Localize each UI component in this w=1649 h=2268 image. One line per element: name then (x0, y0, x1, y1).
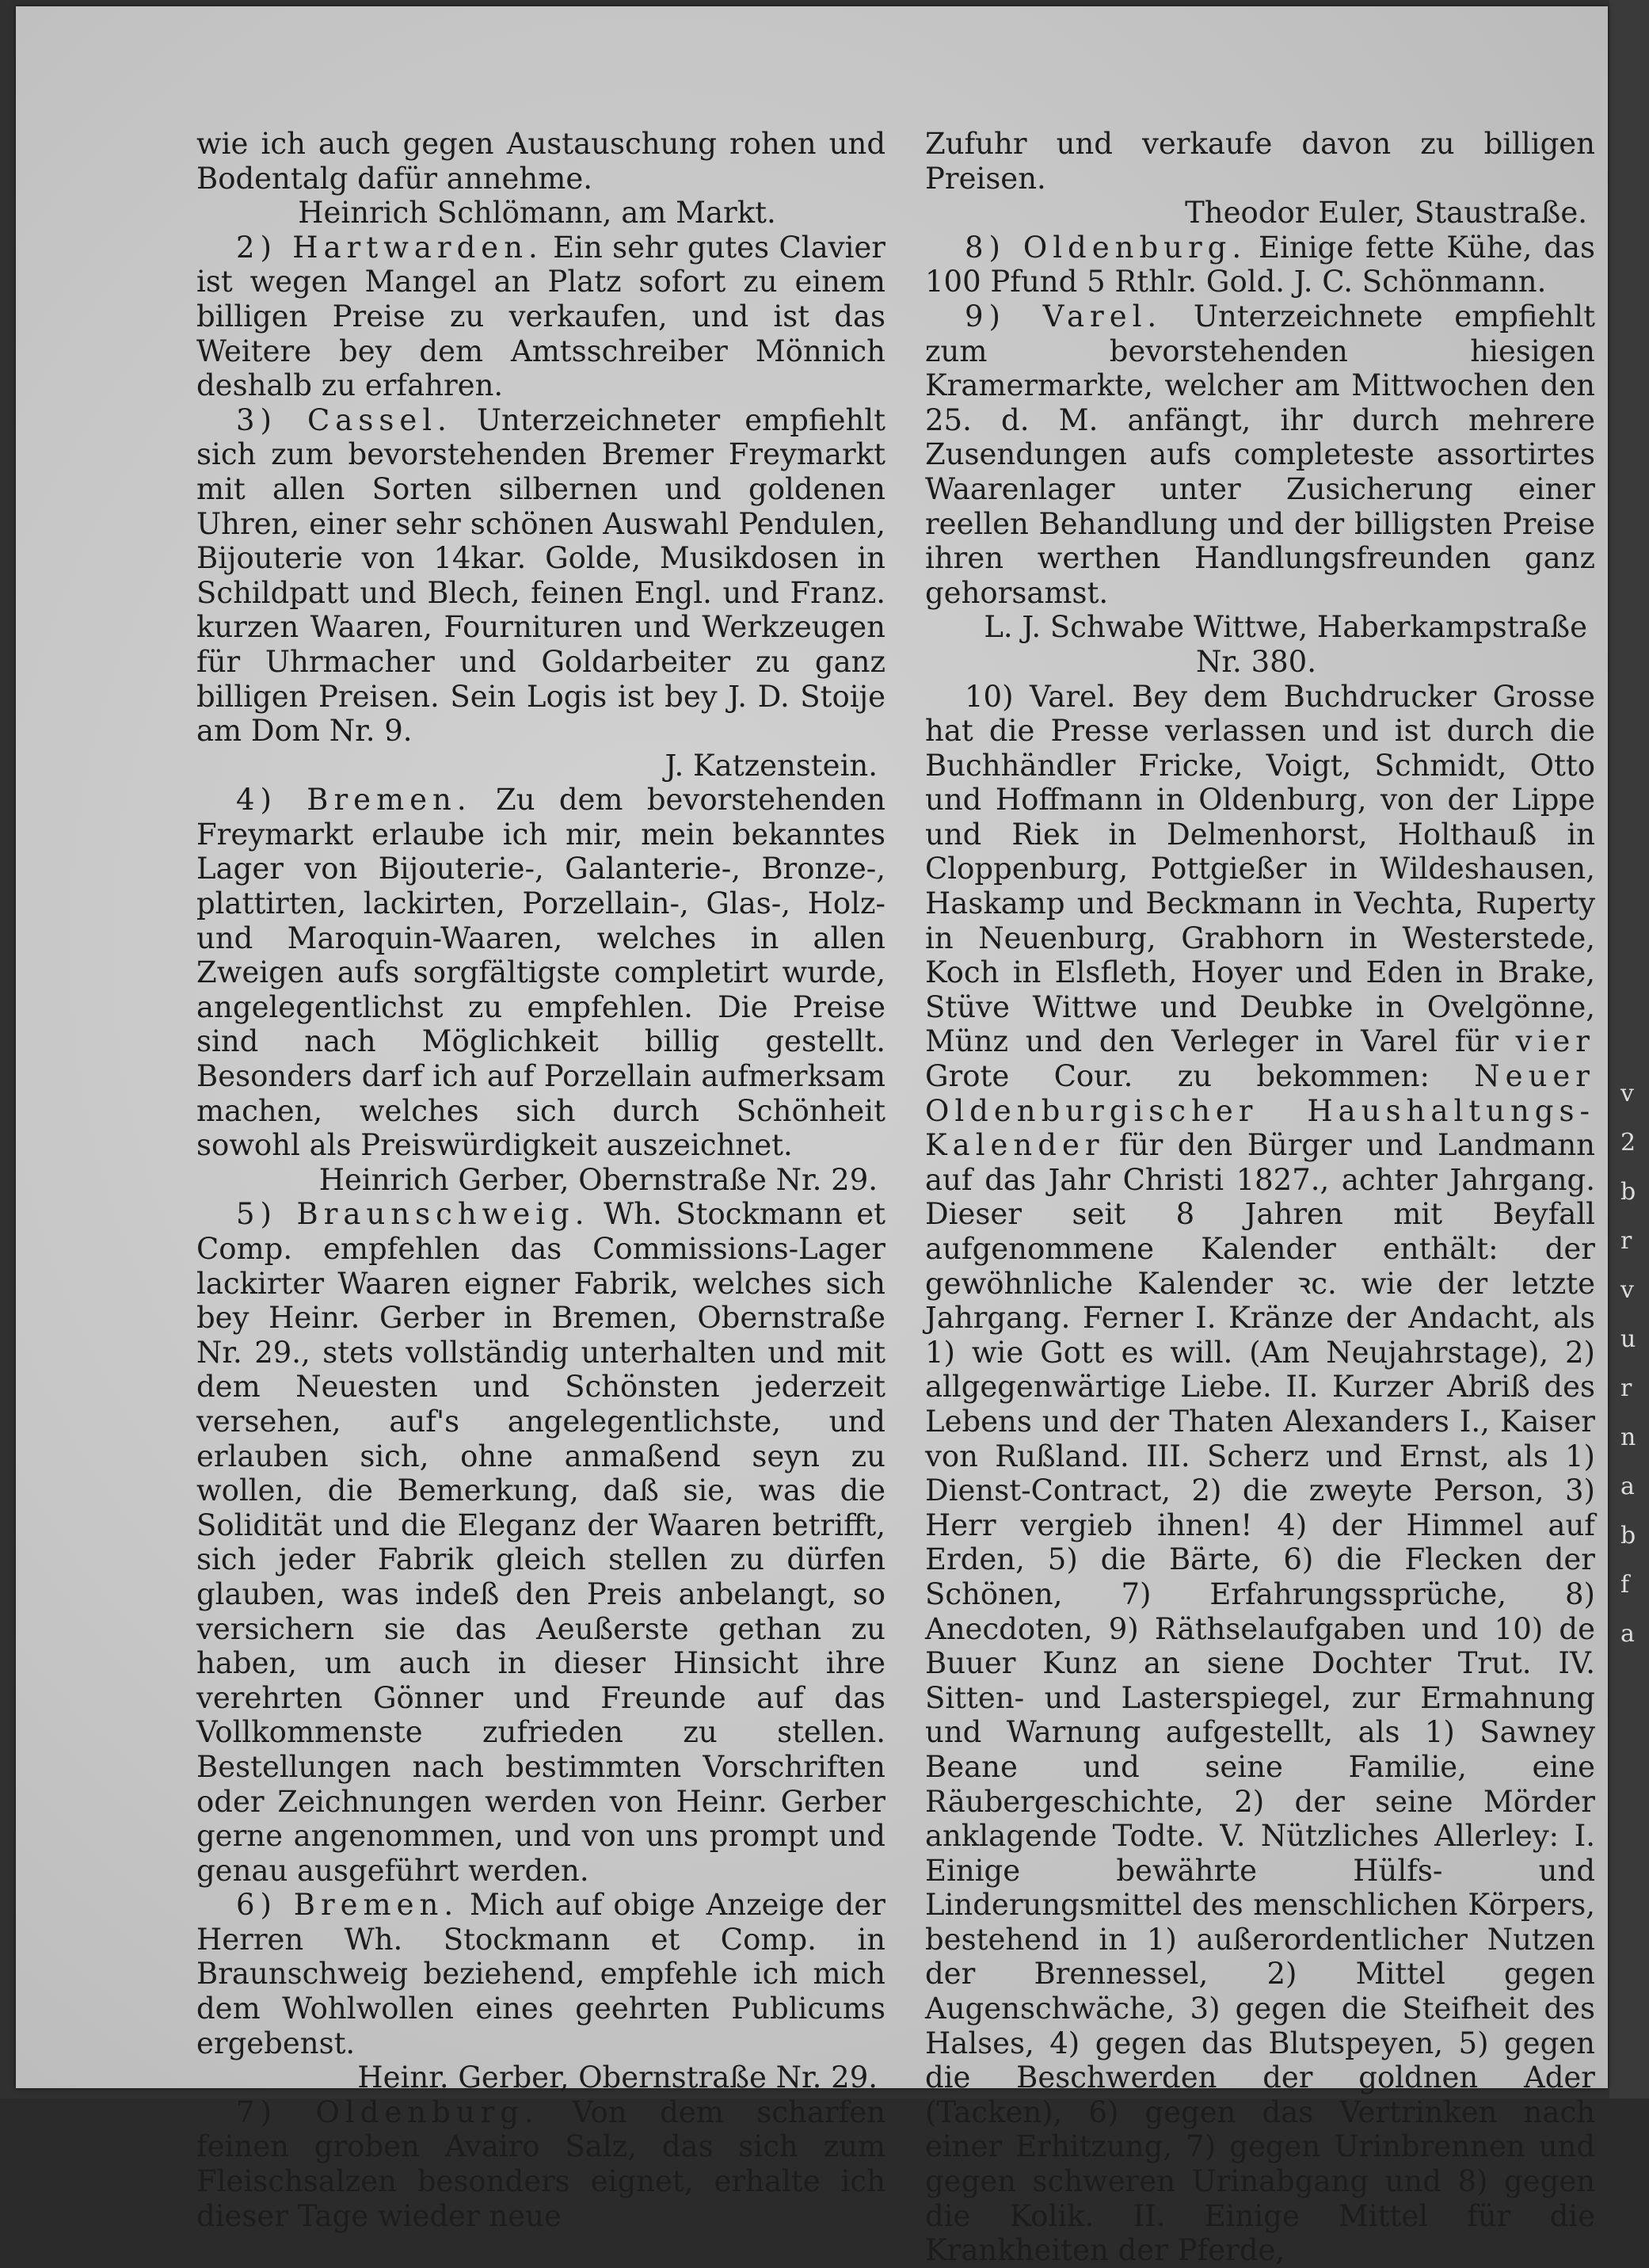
notice-6 (196, 1888, 885, 2060)
margin-fragment: a (1620, 1473, 1635, 1500)
margin-fragment: f (1620, 1571, 1630, 1599)
notice-9 (925, 299, 1595, 610)
notice-3 (196, 403, 885, 749)
margin-fragment: r (1620, 1227, 1632, 1255)
notice-2 (196, 231, 885, 403)
notice-text: Unterzeichnete empfiehlt zum bevorstehenden hiesigen Kramermarkte, welcher am Mittwochen den 25. d. M. anfängt, ihr durch mehrere Zusendungen aufs completeste assortirtes Waarenlager unter Zusicherung einer reellen Behandlung und der billigsten Preise ihren werthen Handlungsfreunden ganz gehorsamst. (925, 299, 1595, 610)
notice-7 (196, 2095, 885, 2233)
notice-7-continuation (925, 127, 1595, 196)
notice-signature: Heinrich Gerber, Obernstraße Nr. 29. (318, 1162, 878, 1197)
notice-place: 2) Hartwarden. (236, 230, 543, 265)
notice-signature (925, 610, 1595, 679)
notice-signature: Theodor Euler, Staustraße. (1185, 196, 1587, 231)
notice-text: Einige fette Kühe, das 100 Pfund 5 Rthlr. Gold. (925, 230, 1595, 299)
notice-place: 7) Oldenburg. (236, 2095, 539, 2129)
margin-fragment: b (1620, 1522, 1636, 1549)
notice-text: wie ich auch gegen Austauschung rohen und Bodentalg dafür annehme. (196, 127, 885, 196)
margin-fragment: u (1620, 1325, 1636, 1353)
margin-fragment: b (1620, 1178, 1636, 1206)
notice-text: für den Bürger und Landmann auf das Jahr Christi 1827., achter Jahrgang. Dieser seit 8 Jahren mit Beyfall aufgenommene Kalender enthält: der gewöhnliche Kalender ꝛc. wie der letzte Jahrgang. Ferner I. Kränze der Andacht, als 1) wie Gott es will. (Am Neujahrstage), 2) allgegenwärtige Liebe. II. Kurzer Abriß des Lebens und der Thaten Alexanders I., Kaiser von Rußland. III. Scherz und Ernst, als 1) Dienst-Contract, 2) die zweyte Person, 3) Herr vergieb ihnen! 4) der Himmel auf Erden, 5) die Bärte, 6) die Flecken der Schönen, 7) Erfahrungssprüche, 8) Anecdoten, 9) Räthselaufgaben und 10) de Buuer Kunz an siene Dochter Trut. IV. Sitten- und Lasterspiegel, zur Ermahnung und Warnung aufgestellt, als 1) Sawney Beane und seine Familie, eine Räubergeschichte, 2) der seine Mörder anklagende Todte. V. Nützliches Allerley: I. Einige bewährte Hülfs- und Linderungsmittel des menschlichen Körpers, bestehend in 1) außerordentlicher Nutzen der Brennessel, 2) Mittel gegen Augenschwäche, 3) gegen die Steifheit des Halses, 4) gegen das Blutspeyen, 5) gegen die Beschwerden der goldnen Ader (Tacken), 6) gegen das Vertrinken nach einer Erhitzung, 7) gegen Urinbrennen und gegen schweren Urinabgang und 8) gegen die Kolik. II. Einige Mittel für die Krankheiten der Pferde, (925, 1128, 1595, 2268)
margin-fragment: n (1620, 1424, 1636, 1451)
margin-fragment: 2 (1620, 1129, 1636, 1157)
margin-fragment: v (1620, 1276, 1634, 1304)
notice-continuation (196, 127, 885, 196)
notice-10 (925, 680, 1595, 2268)
notice-place: 3) Cassel. (236, 402, 452, 437)
notice-signature: Heinr. Gerber, Obernstraße Nr. 29. (357, 2060, 878, 2095)
margin-fragment: r (1620, 1374, 1632, 1402)
calendar-title: Neuer Oldenburgischer Haushaltungs-Kalender (925, 1059, 1595, 1163)
notice-4 (196, 783, 885, 1163)
notice-text: Bey dem Buchdrucker Grosse hat die Presse verlassen und ist durch die Buchhändler Fricke, Voigt, Schmidt, Otto und Hoffmann in Oldenburg, von der Lippe und Riek in Delmenhorst, Holthauß in Cloppenburg, Pottgießer in Wildeshausen, Haskamp und Beckmann in Vechta, Ruperty in Neuenburg, Grabhorn in Westerstede, Koch in Elsfleth, Hoyer und Eden in Brake, Stüve Wittwe und Deubke in Ovelgönne, Münz und den Verleger in Varel für (925, 679, 1596, 1059)
notice-place: 10) Varel. (965, 679, 1116, 714)
notice-place: 6) Bremen. (236, 1888, 459, 1923)
notice-signature: J. Katzenstein. (665, 748, 878, 783)
notice-place: 9) Varel. (965, 299, 1163, 334)
signature-line-2: Nr. 380. (1196, 644, 1316, 679)
signature-line-1: L. J. Schwabe Wittwe, Haberkampstraße (984, 610, 1587, 645)
notice-text: Zu dem bevorstehenden Freymarkt erlaube ich mir, mein bekanntes Lager von Bijouterie-, Galanterie-, Bronze-, plattirten, lackirten, Porzellain-, Glas-, Holz- und Maroquin-Waaren, welches in allen Zweigen aufs sorgfältigste completirt wurde, angelegentlichst zu empfehlen. Die Preise sind nach Möglichkeit billig gestellt. Besonders darf ich auf Porzellain aufmerksam machen, welches sich durch Schönheit sowohl als Preiswürdigkeit auszeichnet. (196, 783, 885, 1163)
notice-place: 5) Braunschweig. (236, 1197, 590, 1232)
margin-fragment: v (1620, 1080, 1634, 1107)
notice-signature: Heinrich Schlömann, am Markt. (298, 196, 776, 231)
notice-place: 8) Oldenburg. (965, 230, 1247, 265)
notice-signature: J. C. Schönmann. (1293, 265, 1547, 299)
notice-text: Ein sehr gutes Clavier ist wegen Mangel an Platz sofort zu einem billigen Preise zu verkaufen, und ist das Weitere bey dem Amtsschreiber Mönnich deshalb zu erfahren. (196, 230, 885, 403)
notice-text: Von dem scharfen feinen groben Avairo Salz, das sich zum Fleischsalzen besonders eignet, erhalte ich dieser Tage wieder neue (196, 2095, 885, 2233)
adjacent-page-fragments (1620, 1069, 1644, 1703)
notice-text: Unterzeichneter empfiehlt sich zum bevorstehenden Bremer Freymarkt mit allen Sorten silbernen und goldenen Uhren, einer sehr schönen Auswahl Pendulen, Bijouterie von 14kar. Golde, Musikdosen in Schildpatt und Blech, feinen Engl. und Franz. kurzen Waaren, Fournituren und Werkzeugen für Uhrmacher und Goldarbeiter zu ganz billigen Preisen. Sein Logis ist bey J. D. Stoije am Dom Nr. 9. (196, 402, 885, 749)
notice-text: Grote Cour. zu bekommen: (925, 1059, 1430, 1094)
emphasis-text: vier (1515, 1024, 1595, 1059)
notice-text: Wh. Stockmann et Comp. empfehlen das Commissions-Lager lackirter Waaren eigner Fabrik, welches sich bey Heinr. Gerber in Bremen, Obernstraße Nr. 29., stets vollständig unterhalten und mit dem Neuesten und Schönsten jederzeit versehen, auf's angelegentlichste, und erlauben sich, ohne anmaßend seyn zu wollen, die Bemerkung, daß sie, was die Solidität und die Eleganz der Waaren betrifft, sich jeder Fabrik gleich stellen zu dürfen glauben, was indeß den Preis anbelangt, so versichern sie das Aeußerste gethan zu haben, um auch in dieser Hinsicht ihre verehrten Gönner und Freunde auf das Vollkommenste zufrieden zu stellen. Bestellungen nach bestimmten Vorschriften oder Zeichnungen werden von Heinr. Gerber gerne angenommen, und von uns prompt und genau ausgeführt werden. (196, 1197, 886, 1888)
notice-text: Zufuhr und verkaufe davon zu billigen Preisen. (925, 127, 1595, 196)
adjacent-page-edge (1609, 0, 1649, 2098)
notice-5 (196, 1197, 885, 1888)
notice-8 (925, 231, 1595, 299)
left-column (196, 127, 885, 2233)
margin-fragment: a (1620, 1620, 1635, 1648)
right-column (925, 127, 1595, 2268)
notice-text: Mich auf obige Anzeige der Herren Wh. Stockmann et Comp. in Braunschweig beziehend, empfehle ich mich dem Wohlwollen eines geehrten Publicums ergebenst. (196, 1888, 885, 2060)
notice-place: 4) Bremen. (236, 783, 472, 818)
